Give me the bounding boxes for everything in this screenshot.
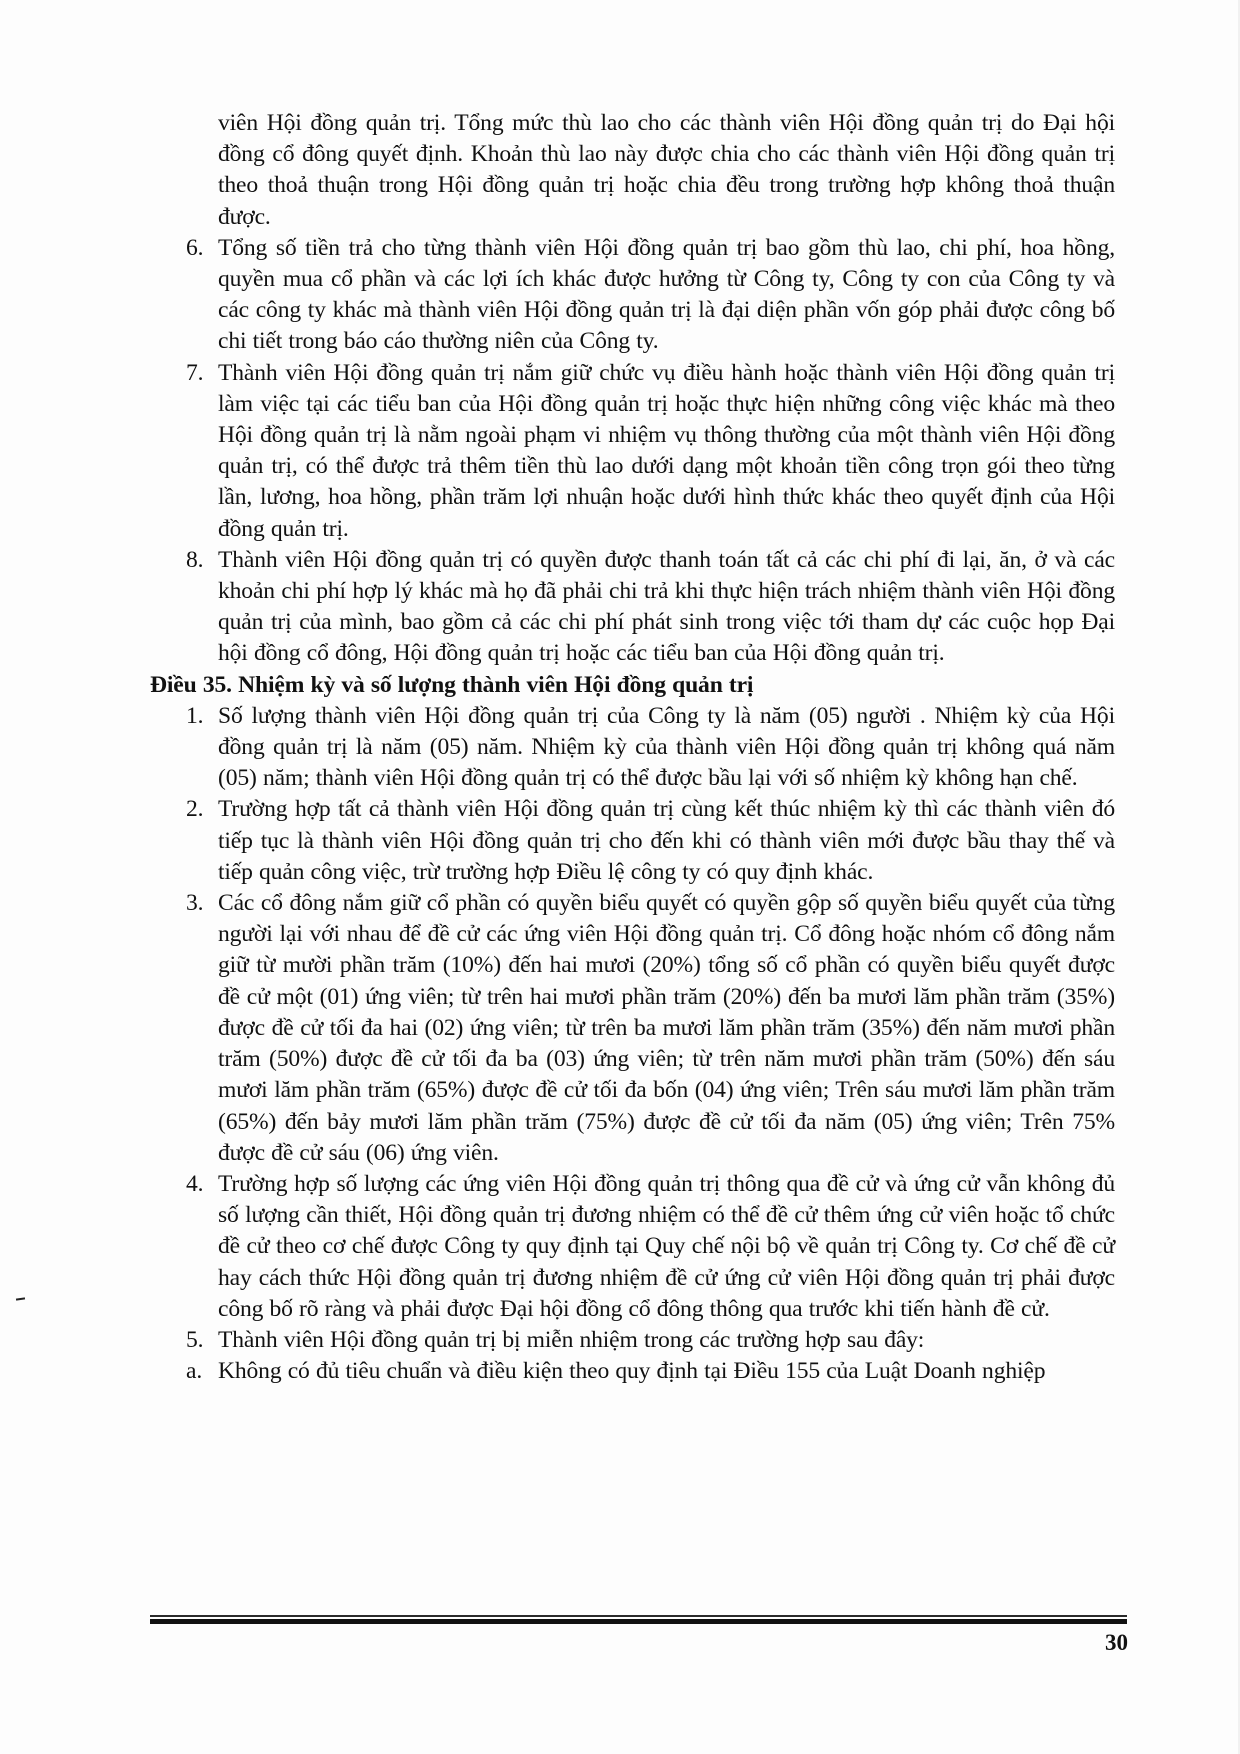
list-item-text: Thành viên Hội đồng quản trị nắm giữ chức vụ điều hành hoặc thành viên Hội đồng quản trị làm việc tại các tiểu ban của Hội đồng quản trị hoặc thực hiện những công việc khác mà theo Hội đồng quản trị là nằm ngoài phạm vi nhiệm vụ thông thường của một thành viên Hội đồng quản trị, có thể được trả thêm tiền thù lao dưới dạng một khoản tiền công trọn gói theo từng lần, lương, hoa hồng, phần trăm lợi nhuận hoặc dưới hình thức khác theo quyết định của Hội đồng quản trị. bbox=[218, 359, 1115, 542]
continuation-paragraph: viên Hội đồng quản trị. Tổng mức thù lao cho các thành viên Hội đồng quản trị do Đại hội đồng cổ đông quyết định. Khoản thù lao này được chia cho các thành viên Hội đồng quản trị theo thoả thuận trong Hội đồng quản trị hoặc chia đều trong trường hợp không thoả thuận được. bbox=[218, 110, 1115, 230]
list-item-7 bbox=[150, 358, 1115, 545]
list-number: 8. bbox=[186, 546, 204, 573]
article-item-1 bbox=[150, 701, 1115, 795]
list-item-8 bbox=[150, 545, 1115, 670]
list-number: 3. bbox=[186, 890, 204, 917]
list-item-text: Số lượng thành viên Hội đồng quản trị của Công ty là năm (05) người . Nhiệm kỳ của Hội đồng quản trị là năm (05) năm. Nhiệm kỳ của thành viên Hội đồng quản trị không quá năm (05) năm; thành viên Hội đồng quản trị có thể được bầu lại với số nhiệm kỳ không hạn chế. bbox=[218, 702, 1115, 792]
list-item-text: Trường hợp số lượng các ứng viên Hội đồng quản trị thông qua đề cử và ứng cử vẫn không đủ số lượng cần thiết, Hội đồng quản trị đương nhiệm có thể đề cử thêm ứng cử viên hoặc tổ chức đề cử theo cơ chế được Công ty quy định tại Quy chế nội bộ về quản trị Công ty. Cơ chế đề cử hay cách thức Hội đồng quản trị đương nhiệm đề cử ứng cử viên Hội đồng quản trị phải được công bố rõ ràng và phải được Đại hội đồng cổ đông thông qua trước khi tiến hành đề cử. bbox=[218, 1170, 1115, 1322]
footer-rule-thin bbox=[150, 1615, 1127, 1617]
list-number: 1. bbox=[186, 702, 204, 729]
list-item-text: Các cổ đông nắm giữ cổ phần có quyền biểu quyết có quyền gộp số quyền biểu quyết của từng người lại với nhau để đề cử các ứng viên Hội đồng quản trị. Cổ đông hoặc nhóm cổ đông nắm giữ từ mười phần trăm (10%) đến hai mươi (20%) tổng số cổ phần có quyền biểu quyết được đề cử một (01) ứng viên; từ trên hai mươi phần trăm (20%) đến ba mươi lăm phần trăm (35%) được đề cử tối đa hai (02) ứng viên; từ trên ba mươi lăm phần trăm (35%) đến năm mươi phần trăm (50%) được đề cử tối đa ba (03) ứng viên; từ trên năm mươi phần trăm (50%) đến sáu mươi lăm phần trăm (65%) được đề cử tối đa bốn (04) ứng viên; Trên sáu mươi lăm phần trăm (65%) đến bảy mươi lăm phần trăm (75%) được đề cử tối đa năm (05) ứng viên; Trên 75% được đề cử sáu (06) ứng viên. bbox=[218, 890, 1115, 1166]
footer-rule-thick bbox=[150, 1619, 1127, 1624]
document-body bbox=[150, 108, 1115, 1387]
list-letter: a. bbox=[186, 1358, 203, 1385]
article-item-5 bbox=[150, 1325, 1115, 1356]
list-item-text: Thành viên Hội đồng quản trị có quyền được thanh toán tất cả các chi phí đi lại, ăn, ở và các khoản chi phí hợp lý khác mà họ đã phải chi trả khi thực hiện trách nhiệm thành viên Hội đồng quản trị của mình, bao gồm cả các chi phí phát sinh trong việc tới tham dự các cuộc họp Đại hội đồng cổ đông, Hội đồng quản trị hoặc các tiểu ban của Hội đồng quản trị. bbox=[218, 546, 1115, 667]
list-number: 5. bbox=[186, 1326, 204, 1353]
list-item-text: Trường hợp tất cả thành viên Hội đồng quản trị cùng kết thúc nhiệm kỳ thì các thành viên đó tiếp tục là thành viên Hội đồng quản trị cho đến khi có thành viên mới được bầu thay thế và tiếp quản công việc, trừ trường hợp Điều lệ công ty có quy định khác. bbox=[218, 796, 1115, 885]
article-item-4 bbox=[150, 1169, 1115, 1325]
list-number: 6. bbox=[186, 234, 204, 261]
article-item-2 bbox=[150, 794, 1115, 888]
list-number: 4. bbox=[186, 1170, 204, 1197]
list-number: 2. bbox=[186, 796, 204, 823]
article-item-3 bbox=[150, 888, 1115, 1169]
list-number: 7. bbox=[186, 359, 204, 386]
scan-mark bbox=[16, 1297, 25, 1300]
page-number: 30 bbox=[1105, 1630, 1128, 1655]
list-item-text: Thành viên Hội đồng quản trị bị miễn nhiệm trong các trường hợp sau đây: bbox=[218, 1326, 925, 1353]
article-item-5a bbox=[150, 1356, 1115, 1387]
list-item-text: Tổng số tiền trả cho từng thành viên Hội đồng quản trị bao gồm thù lao, chi phí, hoa hồng, quyền mua cổ phần và các lợi ích khác được hưởng từ Công ty, Công ty con của Công ty và các công ty khác mà thành viên Hội đồng quản trị là đại diện phần vốn góp phải được công bố chi tiết trong báo cáo thường niên của Công ty. bbox=[218, 234, 1115, 355]
list-item-6 bbox=[150, 233, 1115, 358]
article-heading: Điều 35. Nhiệm kỳ và số lượng thành viên Hội đồng quản trị bbox=[150, 671, 754, 698]
list-item-text: Không có đủ tiêu chuẩn và điều kiện theo quy định tại Điều 155 của Luật Doanh nghiệp bbox=[218, 1358, 1046, 1385]
